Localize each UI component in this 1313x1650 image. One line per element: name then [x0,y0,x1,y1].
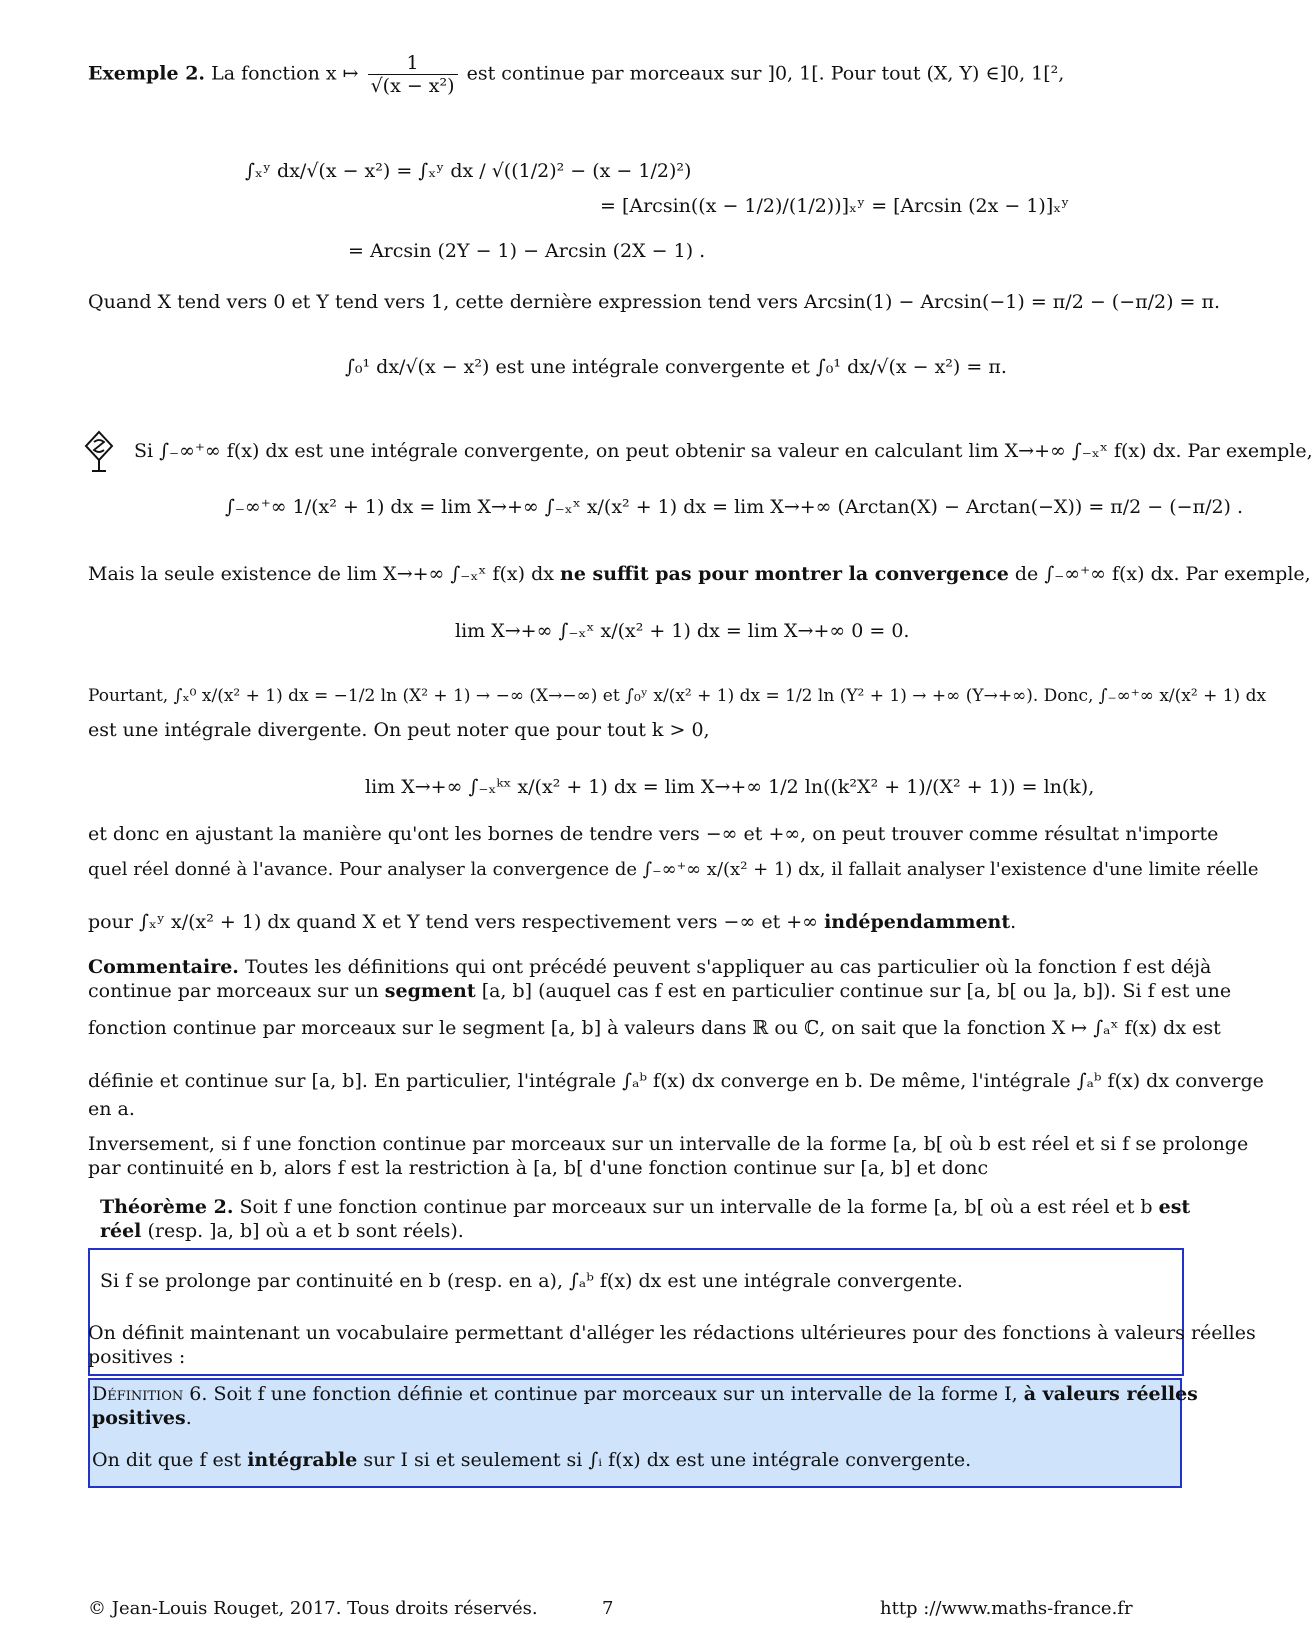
inverse-line-1: Inversement, si f une fonction continue par morceaux sur un intervalle de la forme [a, b[ où b est réel et si f se prolonge [88,1133,1249,1155]
fraction: $\frac{1}{\text{√(x − x²)}}$ [368,52,458,97]
k-equation: lim X→+∞ ∫₋ₓᵏˣ x/(x² + 1) dx = lim X→+∞ 1/2 ln((k²X² + 1)/(X² + 1)) = ln(k), [365,776,1095,798]
vocab-line-1: On définit maintenant un vocabulaire permettant d'alléger les rédactions ultérieures pour des fonctions à valeurs réelles [88,1322,1256,1344]
theorem-line-3: Si f se prolonge par continuité en b (resp. en a), ∫ₐᵇ f(x) dx est une intégrale convergente. [100,1270,963,1292]
commentaire-line-1: Commentaire. Toutes les définitions qui ont précédé peuvent s'appliquer au cas particulier où la fonction f est déjà [88,956,1212,978]
footer-url[interactable]: http ://www.maths-france.fr [880,1598,1133,1619]
theorem-line-1: Théorème 2. Soit f une fonction continue par morceaux sur un intervalle de la forme [a, b[ où a est réel et b est [100,1196,1191,1218]
eq-lhs: ∫ₓʸ dx/√(x − x²) [245,160,391,182]
analyse-line: quel réel donné à l'avance. Pour analyser la convergence de ∫₋∞⁺∞ x/(x² + 1) dx, il fallait analyser l'existence d'une limite réelle [88,859,1259,880]
footer-page-number: 7 [602,1598,614,1619]
theorem-line-2: réel (resp. ]a, b] où a et b sont réels). [100,1220,464,1242]
vocab-line-2: positives : [88,1346,186,1368]
limit-sentence: Quand X tend vers 0 et Y tend vers 1, cette dernière expression tend vers Arcsin(1) − Arcsin(−1) = π/2 − (−π/2) = π. [88,291,1221,313]
example-2-line [88,52,1188,97]
pour-line: pour ∫ₓʸ x/(x² + 1) dx quand X et Y tend vers respectivement vers −∞ et +∞ indépendamment. [88,911,1017,933]
danger-icon [84,430,114,474]
divergent-line: est une intégrale divergente. On peut noter que pour tout k > 0, [88,719,710,741]
inverse-line-2: par continuité en b, alors f est la restriction à [a, b[ d'une fonction continue sur [a, b] et donc [88,1157,989,1179]
commentaire-line-4: définie et continue sur [a, b]. En particulier, l'intégrale ∫ₐᵇ f(x) dx converge en b. De même, l'intégrale ∫ₐᵇ f(x) dx converge [88,1070,1264,1092]
ajustant-line: et donc en ajustant la manière qu'ont les bornes de tendre vers −∞ et +∞, on peut trouver comme résultat n'importe [88,823,1219,845]
warning-line-2: Mais la seule existence de lim X→+∞ ∫₋ₓˣ f(x) dx ne suffit pas pour montrer la convergence de ∫₋∞⁺∞ f(x) dx. Par exemple, [88,563,1311,585]
commentaire-line-5: en a. [88,1098,135,1120]
footer-copyright: © Jean-Louis Rouget, 2017. Tous droits réservés. [88,1598,538,1619]
example-intro: La fonction x ↦ [211,62,359,85]
eq-rhs: = [Arcsin (2x − 1)]ₓʸ [871,195,1070,217]
commentaire-line-2: continue par morceaux sur un segment [a, b] (auquel cas f est en particulier continue sur [a, b[ ou ]a, b]). Si f est une [88,980,1232,1002]
equation-bracket [600,195,1069,217]
eq-bracket: = [Arcsin((x − 1/2)/(1/2))]ₓʸ [600,195,866,217]
eq-mid: = ∫ₓʸ dx / √((1/2)² − (x − 1/2)²) [396,160,692,182]
arctan-equation: ∫₋∞⁺∞ 1/(x² + 1) dx = lim X→+∞ ∫₋ₓˣ x/(x² + 1) dx = lim X→+∞ (Arctan(X) − Arctan(−X)) = π/2 − (−π/2) . [225,496,1244,518]
equation-result: = Arcsin (2Y − 1) − Arcsin (2X − 1) . [348,240,706,262]
definition-line-1: Définition 6. Soit f une fonction définie et continue par morceaux sur un intervalle de la forme I, à valeurs réelles [92,1383,1198,1405]
example-title: Exemple 2. [88,62,206,85]
equation-arcsin [245,160,691,182]
warning-line-1: Si ∫₋∞⁺∞ f(x) dx est une intégrale convergente, on peut obtenir sa valeur en calculant lim X→+∞ ∫₋ₓˣ f(x) dx. Par exemple, [134,440,1313,462]
definition-line-2: positives. [92,1407,192,1429]
commentaire-line-3: fonction continue par morceaux sur le segment [a, b] à valeurs dans ℝ ou ℂ, on sait que la fonction X ↦ ∫ₐˣ f(x) dx est [88,1017,1221,1039]
pourtant-line: Pourtant, ∫ₓ⁰ x/(x² + 1) dx = −1/2 ln (X² + 1) → −∞ (X→−∞) et ∫₀ʸ x/(x² + 1) dx = 1/2 ln (Y² + 1) → +∞ (Y→+∞). Donc, ∫₋∞⁺∞ x/(x² + 1) dx [88,686,1267,706]
conclusion: ∫₀¹ dx/√(x − x²) est une intégrale convergente et ∫₀¹ dx/√(x − x²) = π. [345,356,1007,378]
definition-line-3: On dit que f est intégrable sur I si et seulement si ∫ᵢ f(x) dx est une intégrale convergente. [92,1449,972,1471]
example-rest: est continue par morceaux sur ]0, 1[. Pour tout (X, Y) ∈]0, 1[², [466,62,1065,85]
zero-equation: lim X→+∞ ∫₋ₓˣ x/(x² + 1) dx = lim X→+∞ 0 = 0. [455,620,910,642]
